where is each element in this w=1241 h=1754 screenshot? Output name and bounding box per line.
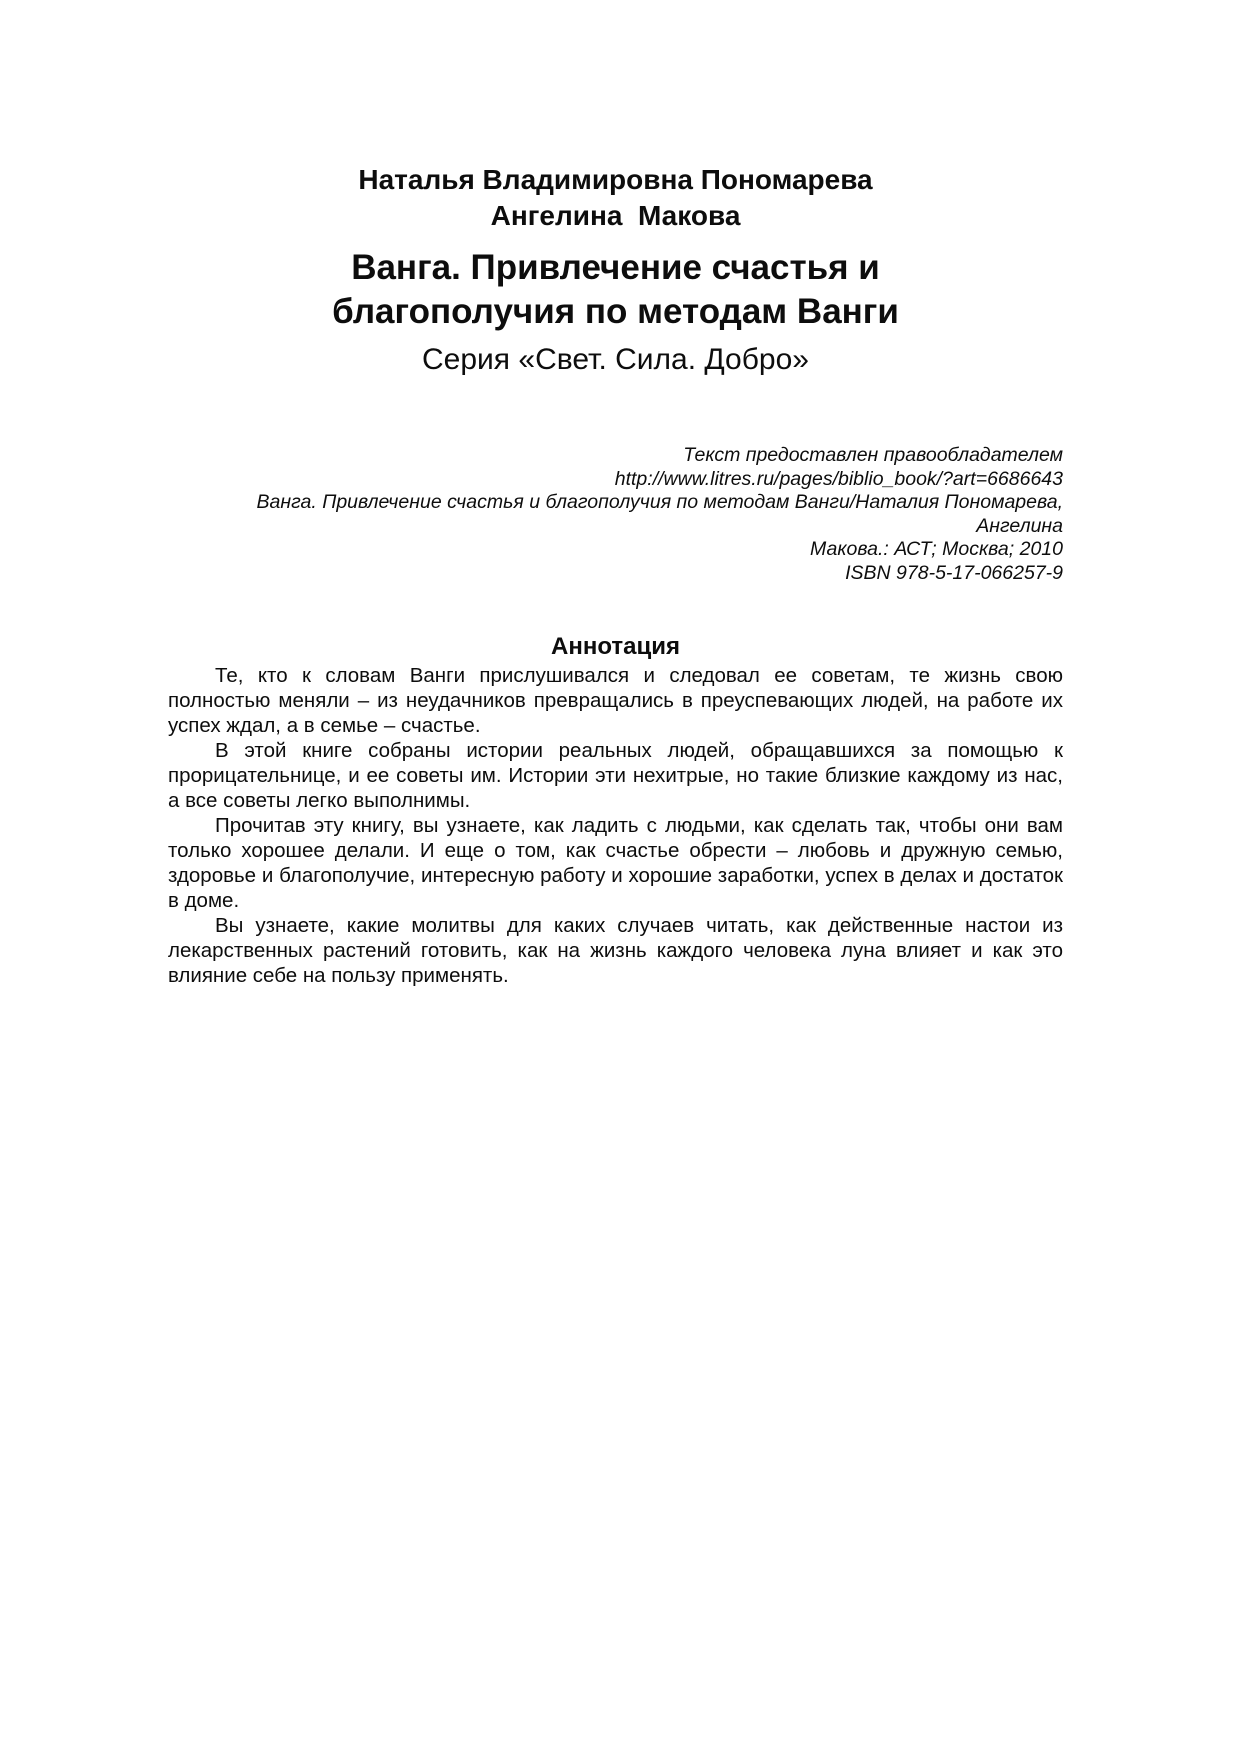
annotation-paragraph-3: Прочитав эту книгу, вы узнаете, как ладить с людьми, как сделать так, чтобы они вам только хорошее делали. И еще о том, как счастье обрести – любовь и дружную семью, здоровье и благополучие, интересную работу и хорошие заработки, успех в делах и достаток в доме. <box>168 814 1063 912</box>
author-line-2: Ангелина Макова <box>490 200 741 231</box>
book-title-line-2: благополучия по методам Ванги <box>332 292 899 331</box>
credit-line-citation-2: Макова.: АСТ; Москва; 2010 <box>810 538 1063 560</box>
author-line-1: Наталья Владимировна Пономарева <box>358 164 873 195</box>
credit-line-url: http://www.litres.ru/pages/biblio_book/?art=6686643 <box>614 467 1063 490</box>
series-line: Серия «Свет. Сила. Добро» <box>422 343 809 376</box>
annotation-paragraph-4: Вы узнаете, какие молитвы для каких случаев читать, как действенные настои из лекарственных растений готовить, как на жизнь каждого человека луна влияет и как это влияние себе на пользу применять. <box>168 914 1063 987</box>
credits-block <box>168 444 1063 585</box>
credit-line-provided-by: Текст предоставлен правообладателем <box>683 444 1063 466</box>
annotation-heading: Аннотация <box>551 633 680 660</box>
annotation-paragraph-2: В этой книге собраны истории реальных людей, обращавшихся за помощью к прорицательнице, и ее советы им. Истории эти нехитрые, но такие близкие каждому из нас, а все советы легко выполнимы. <box>168 739 1063 812</box>
heading-block <box>168 162 1063 380</box>
annotation-paragraph-1: Те, кто к словам Ванги прислушивался и следовал ее советам, те жизнь свою полностью меняли – из неудачников превращались в преуспевающих людей, на работе их успех ждал, а в семье – счастье. <box>168 664 1063 737</box>
credit-line-citation-1: Ванга. Привлечение счастья и благополучия по методам Ванги/Наталия Пономарева, Ангелина <box>256 491 1063 537</box>
annotation-body <box>168 663 1063 988</box>
book-title-line-1: Ванга. Привлечение счастья и <box>351 248 880 287</box>
credit-line-isbn: ISBN 978-5-17-066257-9 <box>845 561 1063 584</box>
